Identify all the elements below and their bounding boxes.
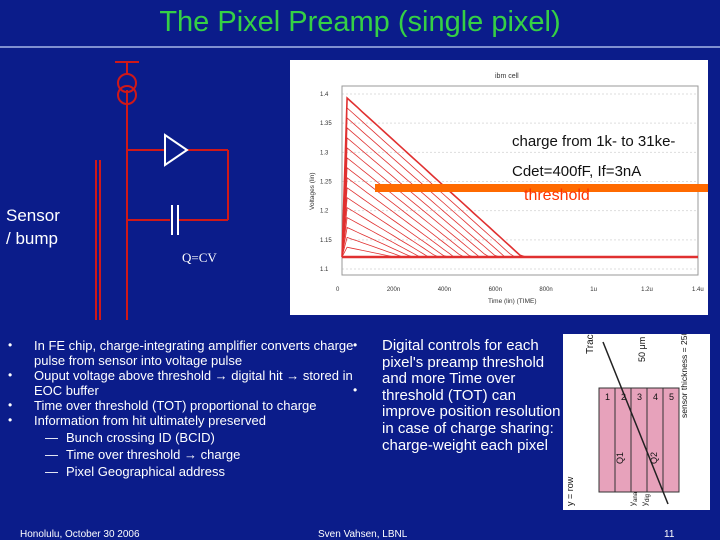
x-tick-label: 1u bbox=[590, 287, 597, 293]
y-row-label: y = row bbox=[565, 476, 575, 506]
footer-page-number: 11 bbox=[664, 529, 675, 540]
slide-title: The Pixel Preamp (single pixel) bbox=[159, 6, 561, 38]
title-divider bbox=[0, 46, 720, 48]
sub-list-item: — Time over threshold → charge bbox=[45, 447, 241, 462]
plot-title: ibm cell bbox=[495, 73, 519, 80]
y-tick-label: 1.4 bbox=[320, 92, 329, 98]
charge-equation-label: Q=CV bbox=[182, 250, 217, 265]
cell-label: 2 bbox=[621, 392, 627, 402]
charge-q2-label: Q2 bbox=[649, 451, 659, 464]
x-tick-label: 200n bbox=[386, 287, 401, 293]
plot-annotation bbox=[512, 127, 675, 187]
right-bullet-2: • bbox=[353, 383, 358, 397]
y-ana-label: $y_{ana}$ bbox=[628, 491, 639, 506]
list-item: • Time over threshold (TOT) proportional to charge bbox=[8, 398, 317, 413]
sensor-label-line2: / bump bbox=[6, 229, 58, 248]
sub-list-item: — Bunch crossing ID (BCID) bbox=[45, 430, 215, 445]
charge-sharing-svg bbox=[563, 334, 710, 510]
y-tick-label: 1.25 bbox=[320, 179, 332, 186]
amplifier-triangle-icon bbox=[165, 135, 187, 165]
footer-location-date: Honolulu, October 30 2006 bbox=[20, 529, 140, 540]
y-tick-label: 1.15 bbox=[320, 237, 332, 244]
x-tick-label: 600n bbox=[488, 287, 502, 293]
plot-y-axis-label: Voltages (lin) bbox=[309, 172, 316, 210]
x-tick-label: 800n bbox=[539, 287, 553, 293]
cell-label: 4 bbox=[653, 392, 659, 402]
list-item: • In FE chip, charge-integrating amplifier converts charge pulse from sensor into voltage pulse bbox=[8, 338, 354, 368]
sensor-bump-label bbox=[6, 204, 60, 250]
digital-controls-text: Digital controls for each pixel's preamp threshold and more Time over threshold (TOT) can improve position resolution in case of charge sharing: charge-weight each pixel bbox=[382, 337, 561, 454]
threshold-label: threshold bbox=[524, 187, 590, 204]
thickness-label: sensor thickness = 250 μm bbox=[679, 334, 689, 418]
x-tick-label: 1.2u bbox=[641, 287, 653, 293]
x-tick-label: 0 bbox=[336, 287, 340, 293]
detector-params-note: Cdet=400fF, If=3nA bbox=[512, 163, 642, 180]
y-tick-label: 1.3 bbox=[320, 150, 329, 157]
charge-range-note: charge from 1k- to 31ke- bbox=[512, 133, 676, 150]
charge-sharing-diagram bbox=[563, 334, 710, 510]
cell-label: 1 bbox=[605, 392, 611, 402]
waveform-curve bbox=[342, 228, 698, 258]
list-item: • Information from hit ultimately preserved bbox=[8, 413, 266, 428]
y-tick-label: 1.2 bbox=[320, 208, 329, 215]
footer-author: Sven Vahsen, LBNL bbox=[318, 529, 408, 540]
x-tick-label: 400n bbox=[437, 287, 452, 293]
track-label: Track bbox=[585, 334, 596, 354]
list-item: • Ouput voltage above threshold → digital hit → stored in EOC buffer bbox=[8, 368, 353, 398]
cell-label: 5 bbox=[669, 392, 675, 402]
waveform-curve bbox=[342, 198, 698, 257]
waveform-curve bbox=[342, 237, 698, 257]
preamp-circuit-diagram bbox=[0, 50, 330, 350]
sub-list-item: — Pixel Geographical address bbox=[45, 464, 225, 479]
charge-q1-label: Q1 bbox=[615, 451, 625, 464]
y-tick-label: 1.35 bbox=[320, 121, 332, 128]
y-tick-label: 1.1 bbox=[320, 267, 329, 273]
x-tick-label: 1.4u bbox=[692, 287, 704, 293]
waveform-curve bbox=[342, 188, 698, 257]
right-bullet-1: • bbox=[353, 338, 358, 352]
pitch-label: 50 μm bbox=[637, 336, 647, 362]
sensor-label-line1: Sensor bbox=[6, 206, 60, 225]
bullet-list bbox=[4, 338, 364, 479]
right-column-bullets bbox=[353, 338, 357, 398]
y-dig-label: $y_{dig}$ bbox=[640, 493, 651, 506]
cell-label: 3 bbox=[637, 392, 643, 402]
plot-x-axis-label: Time (lin) (TIME) bbox=[488, 298, 537, 305]
